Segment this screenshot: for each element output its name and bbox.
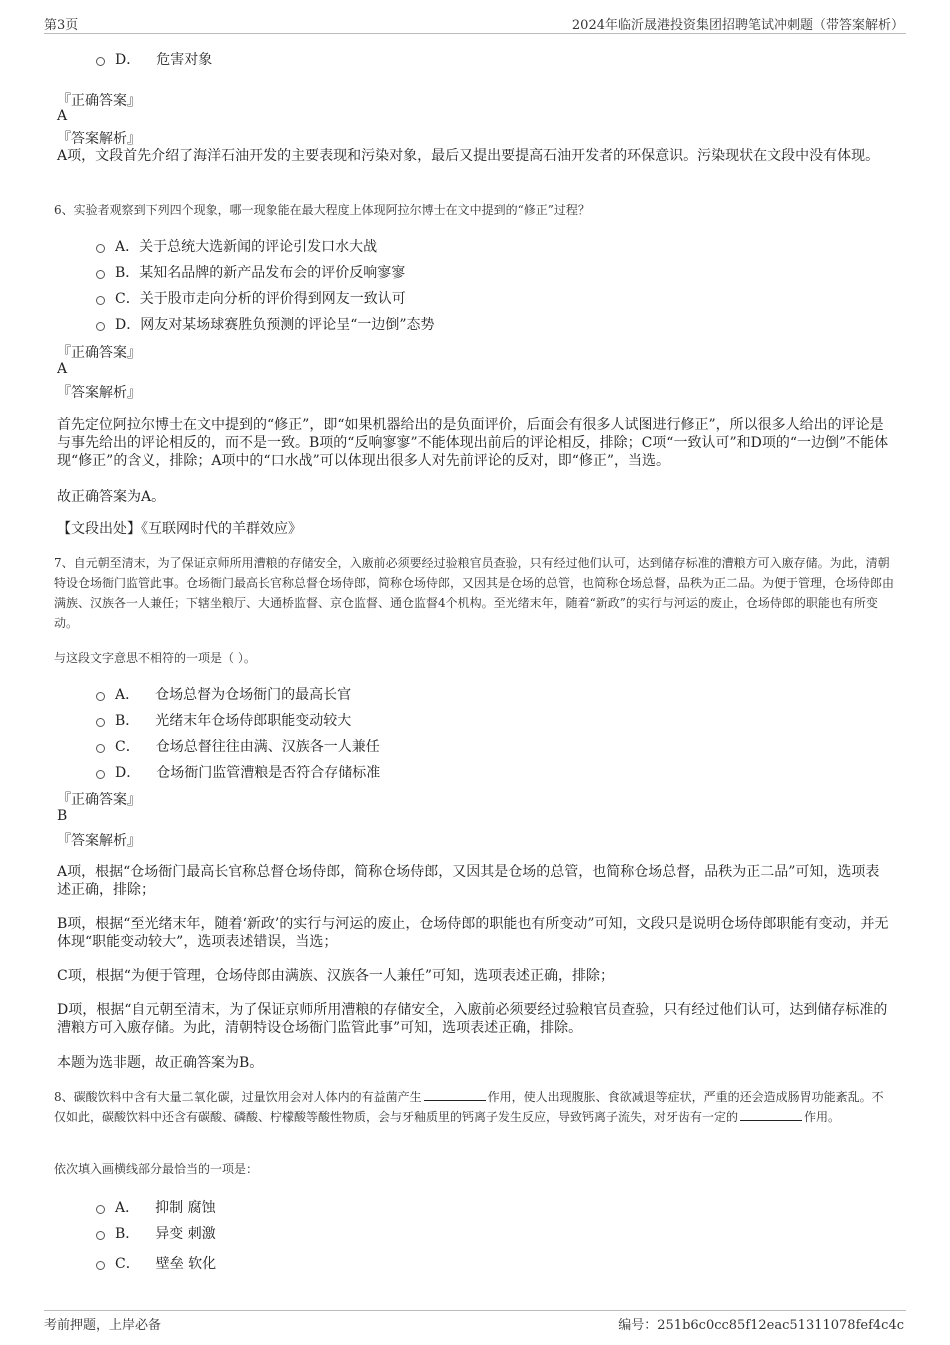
q6-option-c[interactable] <box>96 288 406 308</box>
option-letter: D． <box>115 317 141 333</box>
q7-option-d[interactable] <box>96 762 380 782</box>
option-text: 光绪末年仓场侍郎职能变动较大 <box>155 713 352 729</box>
q6-option-a[interactable] <box>96 236 377 256</box>
q8-passage-part3: 作用。 <box>804 1110 841 1124</box>
radio-icon[interactable] <box>96 1231 105 1240</box>
q7-conclusion: 本题为选非题，故正确答案为B。 <box>57 1055 264 1071</box>
q8-stem: 依次填入画横线部分最恰当的一项是： <box>54 1162 259 1176</box>
option-letter: C． <box>115 1256 140 1272</box>
q7-analysis-label: 『答案解析』 <box>57 833 141 849</box>
source-title: 《互联网时代的羊群效应》 <box>141 521 302 537</box>
option-letter: B． <box>115 1226 140 1242</box>
q5-analysis: A项，文段首先介绍了海洋石油开发的主要表现和污染对象，最后又提出要提高石油开发者的环保意识。污染现状在文段中没有体现。 <box>57 148 880 164</box>
q7-analysis-d: D项，根据“自元朝至清末，为了保证京师所用漕粮的存储安全，入廒前必须要经过验粮官员查验，只有经过他们认可，达到储存标准的漕粮方可入廒存储。为此，清朝特设仓场衙门监管此事”可知，选项表述正确，排除。 <box>57 1002 888 1036</box>
option-letter: B． <box>115 265 140 281</box>
footer-slogan: 考前押题，上岸必备 <box>44 1318 162 1333</box>
q6-analysis-label: 『答案解析』 <box>57 385 141 401</box>
radio-icon[interactable] <box>96 1205 105 1214</box>
radio-icon[interactable] <box>96 296 105 305</box>
q6-source <box>57 518 302 538</box>
q8-passage-part1: 8、碳酸饮料中含有大量二氧化碳，过量饮用会对人体内的有益菌产生 <box>54 1090 422 1104</box>
q7-analysis-b: B项，根据“至光绪末年，随着‘新政’的实行与河运的废止，仓场侍郎的职能也有所变动”可知，文段只是说明仓场侍郎职能有变动，并无体现“职能变动较大”，选项表述错误，当选； <box>57 916 889 950</box>
q7-option-c[interactable] <box>96 736 380 756</box>
option-letter: B． <box>115 713 140 729</box>
option-text: 仓场总督往往由满、汉族各一人兼任 <box>155 739 380 755</box>
q7-analysis-a: A项，根据“仓场衙门最高长官称总督仓场侍郎，简称仓场侍郎，又因其是仓场的总管，也简称仓场总督，品秩为正二品”可知，选项表述正确，排除； <box>57 864 880 898</box>
q8-passage-part2: 作用，使人出现腹胀、食欲减退等症状，严重的还会造成肠胃功能紊乱。不仅如此，碳酸饮料中还含有碳酸、磷酸、柠檬酸等酸性物质，会与牙釉质里的钙离子发生反应，导致钙离子流失，对牙齿有一定的 <box>54 1090 884 1124</box>
radio-icon[interactable] <box>96 692 105 701</box>
footer-serial: 编号：251b6c0cc85f12eac51311078fef4c4c <box>618 1318 904 1333</box>
header-divider <box>44 33 906 34</box>
q7-option-b[interactable] <box>96 710 351 730</box>
option-letter: D． <box>115 52 141 68</box>
footer-divider <box>44 1310 906 1311</box>
option-letter: A． <box>115 239 140 255</box>
q6-option-d[interactable] <box>96 314 435 334</box>
q8-option-a[interactable] <box>96 1197 216 1217</box>
option-text: 危害对象 <box>156 52 213 68</box>
source-label: 【文段出处】 <box>57 521 141 537</box>
q8-option-b[interactable] <box>96 1223 216 1243</box>
q7-stem: 与这段文字意思不相符的一项是（ ）。 <box>54 651 256 665</box>
q7-answer: B <box>57 808 68 824</box>
option-text: 关于股市走向分析的评价得到网友一致认可 <box>139 291 406 307</box>
option-letter: C． <box>115 739 140 755</box>
option-text: 网友对某场球赛胜负预测的评论呈“一边倒”态势 <box>140 317 435 333</box>
q5-analysis-label: 『答案解析』 <box>57 131 141 147</box>
option-text: 仓场衙门监管漕粮是否符合存储标准 <box>156 765 381 781</box>
q5-answer-label: 『正确答案』 <box>57 93 141 109</box>
radio-icon[interactable] <box>96 244 105 253</box>
q6-answer-label: 『正确答案』 <box>57 345 141 361</box>
radio-icon[interactable] <box>96 1261 105 1270</box>
q6-stem: 6、实验者观察到下列四个现象，哪一现象能在最大程度上体现阿拉尔博士在文中提到的“修正”过程？ <box>54 203 590 217</box>
q5-answer: A <box>57 108 68 124</box>
q7-answer-label: 『正确答案』 <box>57 792 141 808</box>
option-text: 壁垒 软化 <box>155 1256 217 1272</box>
option-text: 异变 刺激 <box>155 1226 216 1242</box>
q6-option-b[interactable] <box>96 262 405 282</box>
radio-icon[interactable] <box>96 770 105 779</box>
blank-line <box>740 1108 802 1121</box>
radio-icon[interactable] <box>96 270 105 279</box>
option-letter: A． <box>115 1200 140 1216</box>
blank-line <box>424 1088 486 1101</box>
option-text: 仓场总督为仓场衙门的最高长官 <box>155 687 352 703</box>
q6-conclusion: 故正确答案为A。 <box>57 489 166 505</box>
q7-option-a[interactable] <box>96 684 351 704</box>
option-text: 某知名品牌的新产品发布会的评价反响寥寥 <box>139 265 406 281</box>
page-number: 第3页 <box>44 18 79 33</box>
radio-icon[interactable] <box>96 322 105 331</box>
option-letter: D． <box>115 765 141 781</box>
option-letter: C． <box>115 291 140 307</box>
radio-icon[interactable] <box>96 57 105 66</box>
option-text: 关于总统大选新闻的评论引发口水大战 <box>139 239 378 255</box>
option-letter: A． <box>115 687 140 703</box>
q5-option-d[interactable] <box>96 49 212 69</box>
q7-analysis-c: C项，根据“为便于管理，仓场侍郎由满族、汉族各一人兼任”可知，选项表述正确，排除； <box>57 968 615 984</box>
q7-passage: 7、自元朝至清末，为了保证京师所用漕粮的存储安全，入廒前必须要经过验粮官员查验，只有经过他们认可，达到储存标准的漕粮方可入廒存储。为此，清朝特设仓场衙门监管此事。仓场衙门最高长官称总督仓场侍郎，简称仓场侍郎，又因其是仓场的总管，也简称仓场总督，品秩为正二品。为便于管理，仓场侍郎由满族、汉族各一人兼任；下辖坐粮厅、大通桥监督、京仓监督、通仓监督4个机构。至光绪末年，随着“新政”的实行与河运的废止，仓场侍郎的职能也有所变动。 <box>54 556 895 630</box>
q8-passage <box>54 1087 894 1127</box>
option-text: 抑制 腐蚀 <box>155 1200 216 1216</box>
document-title: 2024年临沂晟港投资集团招聘笔试冲刺题（带答案解析） <box>571 18 904 33</box>
q6-answer: A <box>57 361 68 377</box>
q6-analysis: 首先定位阿拉尔博士在文中提到的“修正”，即“如果机器给出的是负面评价，后面会有很多人试图进行修正”，所以很多人给出的评论是与事先给出的评论相反的，而不是一致。B项的“反响寥寥”不能体现出前后的评论相反，排除；C项“一致认可”和D项的“一边倒”不能体现“修正”的含义，排除；A项中的“口水战”可以体现出很多人对先前评论的反对，即“修正”，当选。 <box>57 417 889 469</box>
radio-icon[interactable] <box>96 718 105 727</box>
radio-icon[interactable] <box>96 744 105 753</box>
q8-option-c[interactable] <box>96 1253 216 1273</box>
